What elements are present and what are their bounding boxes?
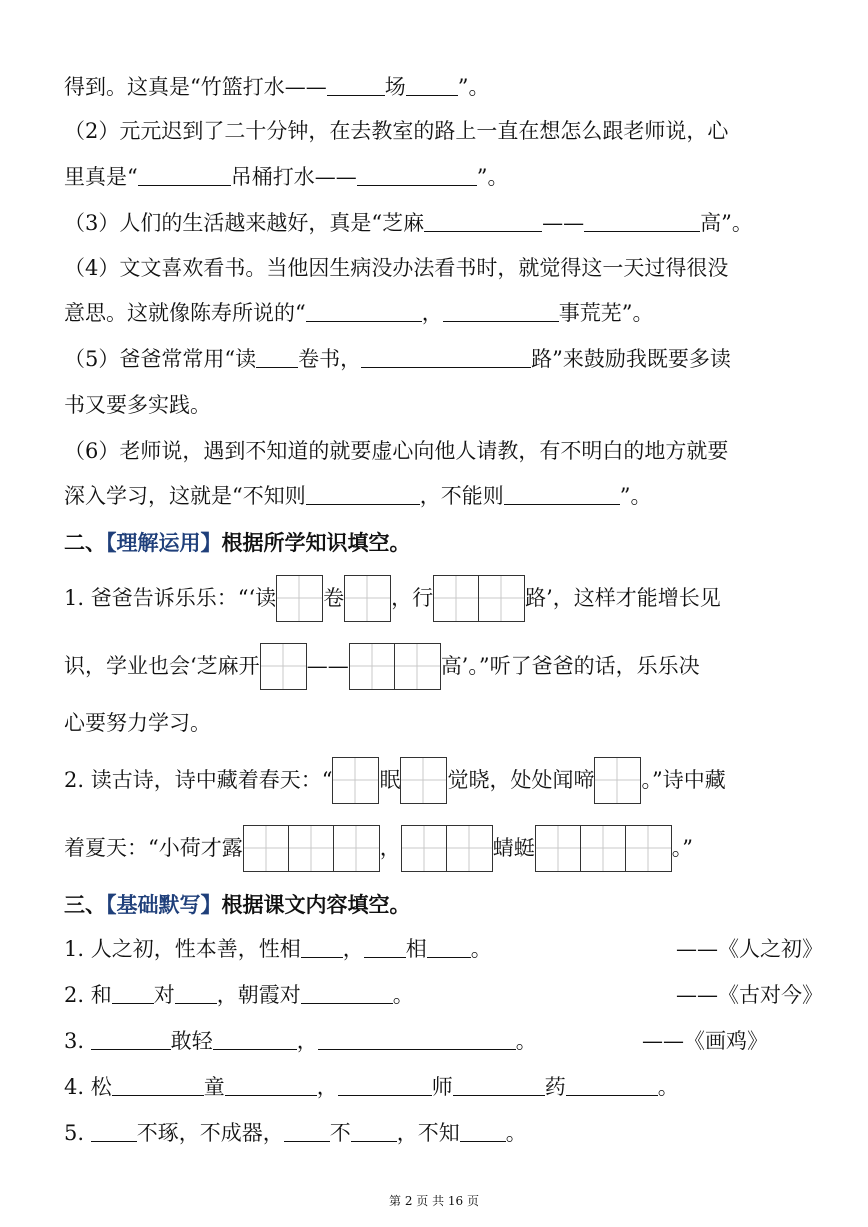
- text: ——: [542, 211, 585, 235]
- text: ，: [316, 1075, 338, 1099]
- text: ，: [421, 301, 443, 325]
- text: 。: [470, 937, 492, 961]
- blank[interactable]: [256, 347, 298, 368]
- text: 里真是“: [64, 165, 138, 189]
- recite-5: [64, 1118, 527, 1148]
- text: 4. 松: [64, 1075, 112, 1099]
- source-renzhichu: ——《人之初》: [676, 937, 823, 961]
- question-2-line-1: [64, 116, 728, 146]
- blank[interactable]: [112, 1075, 204, 1096]
- text: 着夏天：“小荷才露: [64, 836, 243, 860]
- blank[interactable]: [427, 937, 471, 958]
- blank[interactable]: [453, 1075, 545, 1096]
- blank[interactable]: [338, 1075, 432, 1096]
- text: 卷书，: [298, 347, 362, 371]
- recite-3: [64, 1026, 537, 1056]
- text: 药: [544, 1075, 566, 1099]
- text: 童: [203, 1075, 225, 1099]
- text: 意思。这就像陈寿所说的“: [64, 301, 306, 325]
- text: ，: [379, 836, 401, 860]
- source-huaji: ——《画鸡》: [642, 1029, 768, 1053]
- char-grid[interactable]: [243, 825, 380, 872]
- text: 5.: [64, 1121, 91, 1145]
- blank[interactable]: [364, 937, 406, 958]
- item-2-1-line-3: [64, 708, 211, 738]
- char-grid[interactable]: [260, 643, 307, 690]
- text: 高’。”听了爸爸的话，乐乐决: [440, 654, 700, 678]
- blank[interactable]: [504, 484, 620, 505]
- text: ，不知: [396, 1121, 460, 1145]
- question-4-line-1: [64, 253, 728, 283]
- bracket: 【: [106, 530, 117, 555]
- blank[interactable]: [306, 301, 422, 322]
- text: 心要努力学习。: [64, 711, 211, 735]
- blank[interactable]: [443, 301, 559, 322]
- question-6-line-2: [64, 481, 652, 511]
- bracket: 【: [106, 892, 117, 917]
- char-grid[interactable]: [400, 757, 447, 804]
- blank[interactable]: [424, 211, 542, 232]
- text: 蜻蜓: [492, 836, 535, 860]
- recite-2: [64, 980, 414, 1010]
- section-number: 三、: [64, 892, 106, 917]
- blank[interactable]: [406, 75, 458, 96]
- blank[interactable]: [351, 1121, 397, 1142]
- text: ”。: [619, 484, 652, 508]
- text: ，朝霞对: [216, 983, 301, 1007]
- text: ”。: [457, 75, 490, 99]
- blank[interactable]: [361, 347, 531, 368]
- text: ，行: [391, 586, 434, 610]
- text: 觉晓，处处闻啼: [447, 768, 595, 792]
- text: 。: [505, 1121, 527, 1145]
- section-tag: 理解运用: [116, 531, 201, 555]
- blank[interactable]: [306, 484, 420, 505]
- text: （2）元元迟到了二十分钟，在去教室的路上一直在想怎么跟老师说，心: [64, 119, 729, 143]
- text: 吊桶打水——: [230, 165, 357, 189]
- bracket: 】: [200, 892, 222, 917]
- item-2-1-line-2: [64, 642, 700, 689]
- section-title: 根据课文内容填空。: [221, 892, 411, 917]
- blank[interactable]: [301, 937, 343, 958]
- text: 。: [657, 1075, 679, 1099]
- question-5-line-2: [64, 390, 211, 420]
- blank[interactable]: [327, 75, 385, 96]
- item-2-2-line-1: [64, 756, 726, 803]
- text: 路”来鼓励我既要多读: [531, 347, 731, 371]
- text: （4）文文喜欢看书。当他因生病没办法看书时，就觉得这一天过得很没: [64, 256, 729, 280]
- blank[interactable]: [91, 1121, 137, 1142]
- text: ，: [296, 1029, 318, 1053]
- source-guduijin: ——《古对今》: [676, 983, 823, 1007]
- char-grid[interactable]: [535, 825, 672, 872]
- blank[interactable]: [301, 983, 393, 1004]
- section-tag: 基础默写: [116, 893, 201, 917]
- text: 2. 和: [64, 983, 112, 1007]
- question-3: [64, 208, 753, 238]
- char-grid[interactable]: [594, 757, 641, 804]
- section-number: 二、: [64, 530, 106, 555]
- text: 1. 爸爸告诉乐乐：“‘读: [64, 586, 277, 610]
- blank[interactable]: [318, 1029, 516, 1050]
- page-number: 第 2 页 共 16 页: [389, 1194, 479, 1208]
- char-grid[interactable]: [433, 575, 525, 622]
- char-grid[interactable]: [276, 575, 323, 622]
- blank[interactable]: [175, 983, 217, 1004]
- blank[interactable]: [91, 1029, 171, 1050]
- question-2-line-2: [64, 162, 509, 192]
- char-grid[interactable]: [344, 575, 391, 622]
- text: 敢轻: [170, 1029, 213, 1053]
- recite-1: [64, 934, 492, 964]
- blank[interactable]: [225, 1075, 317, 1096]
- text: 得到。这真是“竹篮打水——: [64, 75, 327, 99]
- blank[interactable]: [138, 165, 231, 186]
- char-grid[interactable]: [401, 825, 493, 872]
- question-5-line-1: [64, 344, 731, 374]
- text: 卷: [323, 586, 345, 610]
- text: ”。: [476, 165, 509, 189]
- text: 高”。: [700, 211, 753, 235]
- text: 。: [392, 983, 414, 1007]
- blank[interactable]: [112, 983, 154, 1004]
- text: 深入学习，这就是“不知则: [64, 484, 306, 508]
- text: 3.: [64, 1029, 91, 1053]
- text: （3）人们的生活越来越好，真是“芝麻: [64, 211, 425, 235]
- text: 。”: [671, 836, 693, 860]
- bracket: 】: [200, 530, 222, 555]
- section-2-heading: [64, 528, 411, 558]
- blank[interactable]: [584, 211, 700, 232]
- sentence-line-1: [64, 72, 490, 102]
- blank[interactable]: [357, 165, 477, 186]
- text: 不: [329, 1121, 351, 1145]
- text: 路’，这样才能增长见: [525, 586, 721, 610]
- text: 不琢，不成器，: [136, 1121, 284, 1145]
- blank[interactable]: [284, 1121, 330, 1142]
- text: （6）老师说，遇到不知道的就要虚心向他人请教，有不明白的地方就要: [64, 439, 729, 463]
- text: 。”诗中藏: [641, 768, 726, 792]
- recite-4: [64, 1072, 679, 1102]
- text: 相: [405, 937, 427, 961]
- text: 。: [515, 1029, 537, 1053]
- question-4-line-2: [64, 298, 654, 328]
- blank[interactable]: [460, 1121, 506, 1142]
- text: （5）爸爸常常用“读: [64, 347, 257, 371]
- text: 场: [384, 75, 406, 99]
- text: 1. 人之初，性本善，性相: [64, 937, 301, 961]
- text: ——: [306, 654, 349, 678]
- text: 事荒芜”。: [558, 301, 654, 325]
- text: 眠: [379, 768, 401, 792]
- char-grid[interactable]: [349, 643, 441, 690]
- blank[interactable]: [213, 1029, 297, 1050]
- question-6-line-1: [64, 436, 728, 466]
- text: ，不能则: [419, 484, 504, 508]
- char-grid[interactable]: [332, 757, 379, 804]
- text: ，: [342, 937, 364, 961]
- section-3-heading: [64, 890, 411, 920]
- text: 识，学业也会‘芝麻开: [64, 654, 260, 678]
- item-2-2-line-2: [64, 824, 693, 871]
- text: 师: [431, 1075, 453, 1099]
- item-2-1-line-1: [64, 574, 721, 621]
- text: 书又要多实践。: [64, 393, 211, 417]
- text: 2. 读古诗，诗中藏着春天：“: [64, 768, 333, 792]
- blank[interactable]: [566, 1075, 658, 1096]
- text: 对: [153, 983, 175, 1007]
- section-title: 根据所学知识填空。: [221, 530, 411, 555]
